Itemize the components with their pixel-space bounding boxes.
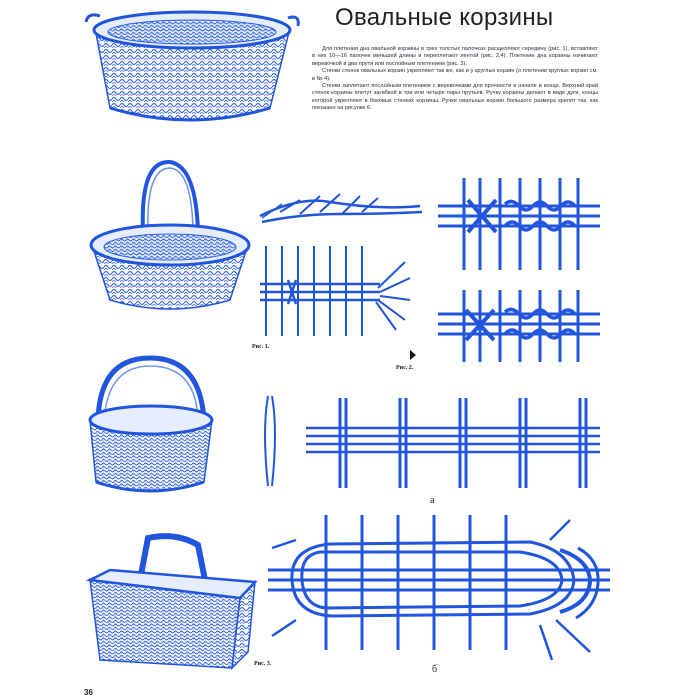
lattice-diagram [265,396,600,488]
paragraph: Для плетения дна овальной корзины в трех толстых палочках расщепляют середину (рис. 1), вставляют в них 10—16 палочек меньшей длины и переплетают лентой (рис. 2,4). Плетение дна корзины начинают веревочкой в два прутя или послойным плетением (рис. 3). [312,46,598,67]
sublabel-a: а [430,495,435,506]
arrow-icon [410,350,416,360]
figure-caption-3: Рис. 3. [254,661,272,667]
figure-caption-1: Рис. 1. [252,344,270,350]
rectangular-basket-illustration [90,536,255,668]
cross-weave-diagram-bottom [438,290,600,362]
figure-caption-2: Рис. 2. [396,365,414,371]
paragraph: Стенки стенок овальных корзин укрепляют так же, как и у круглых корзин (о плетении круглых корзин см. в № 4). [312,68,598,82]
oval-basket-with-handle-illustration [91,162,249,309]
oval-basket-illustration [86,12,298,120]
tall-basket-illustration [90,358,212,491]
paragraph: Стенки заплетают послойным плетением с веревочками для прочности в начале и конце. Верхний край стенок корзины плетут загибкой в три или четыре пары прутьев. Ручку корзины делают в виде дуги, концы которой укрепляют в боковых стенках корзины. Ручки овальных корзин большого размера крепят так, как показано на рисунке 6. [312,83,598,112]
oval-base-weave-diagram [268,515,610,660]
split-rod-diagram [260,194,422,222]
rod-binding-diagram [260,246,410,336]
sublabel-b: б [432,664,438,675]
cross-weave-diagram-top [438,178,600,270]
page-number: 36 [84,688,93,697]
page-title: Овальные корзины [335,4,554,31]
